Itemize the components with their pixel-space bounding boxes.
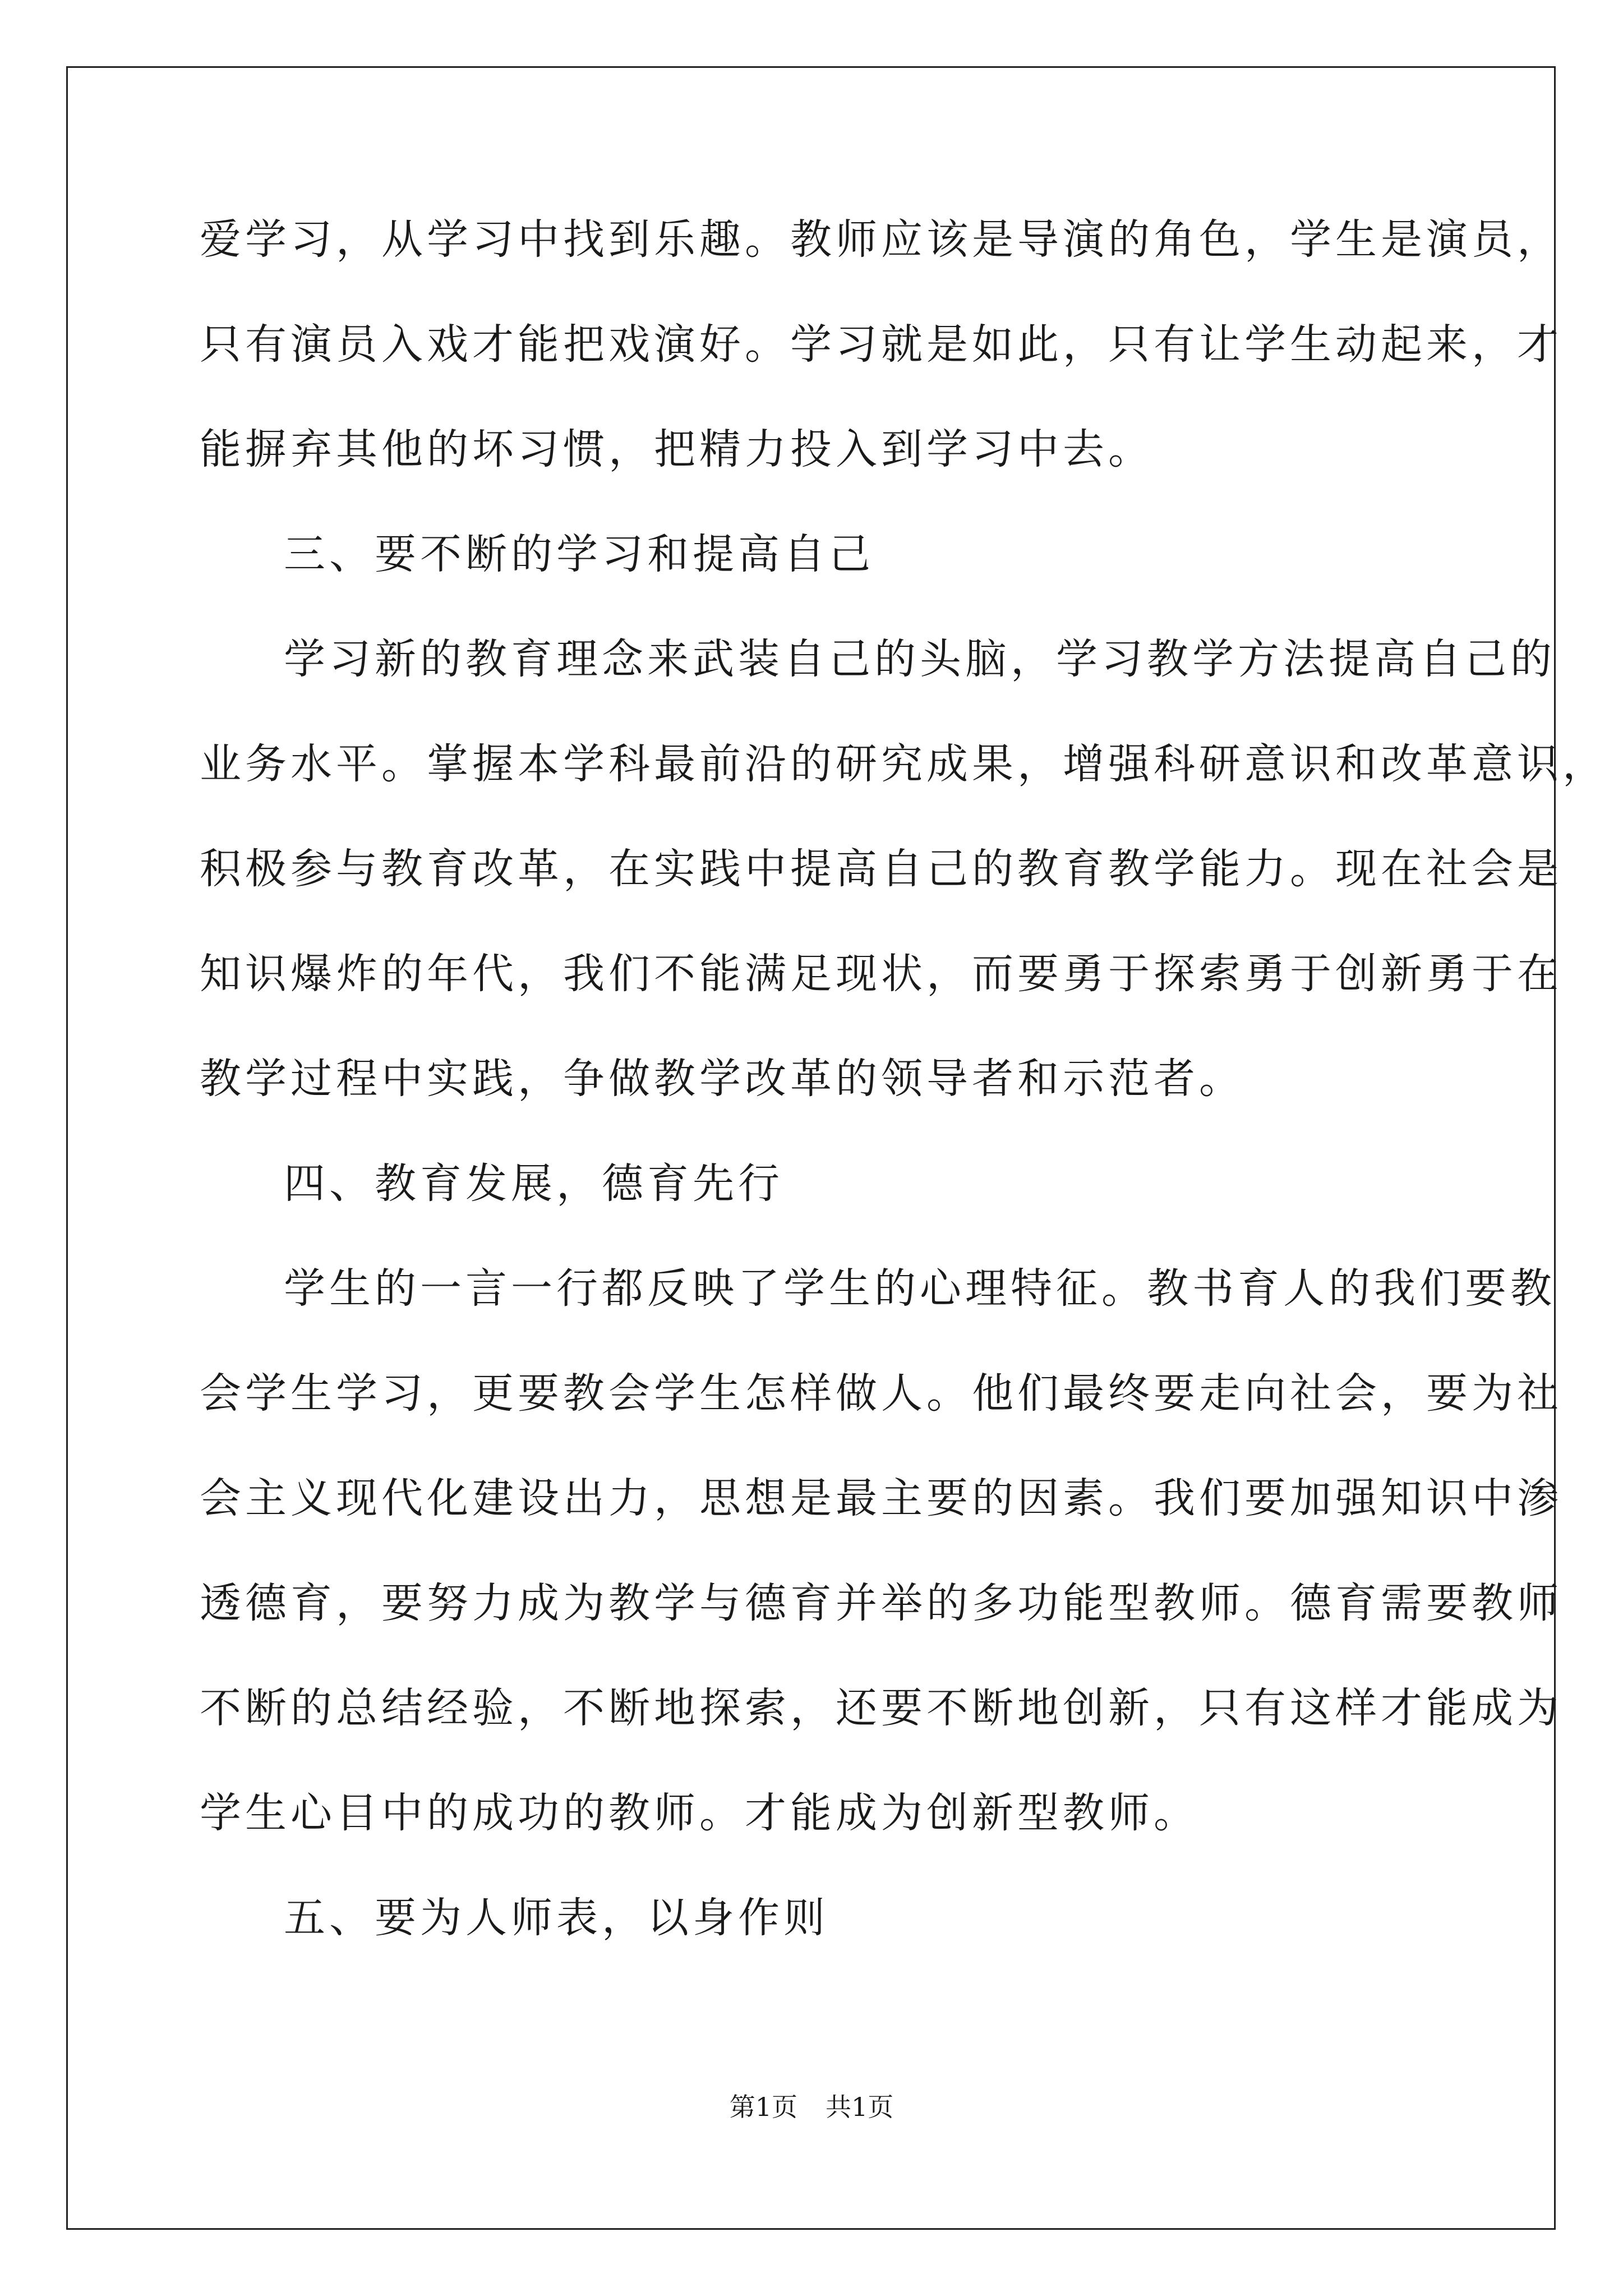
text-line: 学生心目中的成功的教师。才能成为创新型教师。 <box>200 1789 1199 1837</box>
page-number-current: 第1页 <box>729 2092 797 2122</box>
text-line: 能摒弃其他的坏习惯，把精力投入到学习中去。 <box>200 425 1154 473</box>
document-body <box>200 187 1608 1971</box>
text-line: 学生的一言一行都反映了学生的心理特征。教书育人的我们要教 <box>284 1264 1556 1313</box>
section-heading: 四、教育发展，德育先行 <box>284 1159 783 1208</box>
page-footer <box>0 2087 1623 2124</box>
text-line: 透德育，要努力成为教学与德育并举的多功能型教师。德育需要教师 <box>200 1579 1562 1627</box>
text-line: 爱学习，从学习中找到乐趣。教师应该是导演的角色，学生是演员， <box>200 215 1562 264</box>
text-line: 积极参与教育改革，在实践中提高自己的教育教学能力。现在社会是 <box>200 845 1562 893</box>
text-line: 学习新的教育理念来武装自己的头脑，学习教学方法提高自己的 <box>284 635 1556 683</box>
text-line: 只有演员入戏才能把戏演好。学习就是如此，只有让学生动起来，才 <box>200 320 1562 369</box>
text-line: 会主义现代化建设出力，思想是最主要的因素。我们要加强知识中渗 <box>200 1474 1562 1522</box>
text-line: 教学过程中实践，争做教学改革的领导者和示范者。 <box>200 1055 1244 1103</box>
section-heading: 五、要为人师表，以身作则 <box>284 1894 829 1942</box>
text-line: 知识爆炸的年代，我们不能满足现状，而要勇于探索勇于创新勇于在 <box>200 950 1562 998</box>
text-line: 会学生学习，更要教会学生怎样做人。他们最终要走向社会，要为社 <box>200 1369 1562 1418</box>
page-number-total: 共1页 <box>826 2092 894 2122</box>
section-heading: 三、要不断的学习和提高自己 <box>284 530 874 578</box>
text-line: 不断的总结经验，不断地探索，还要不断地创新，只有这样才能成为 <box>200 1684 1562 1732</box>
text-line: 业务水平。掌握本学科最前沿的研究成果，增强科研意识和改革意识， <box>200 740 1608 788</box>
